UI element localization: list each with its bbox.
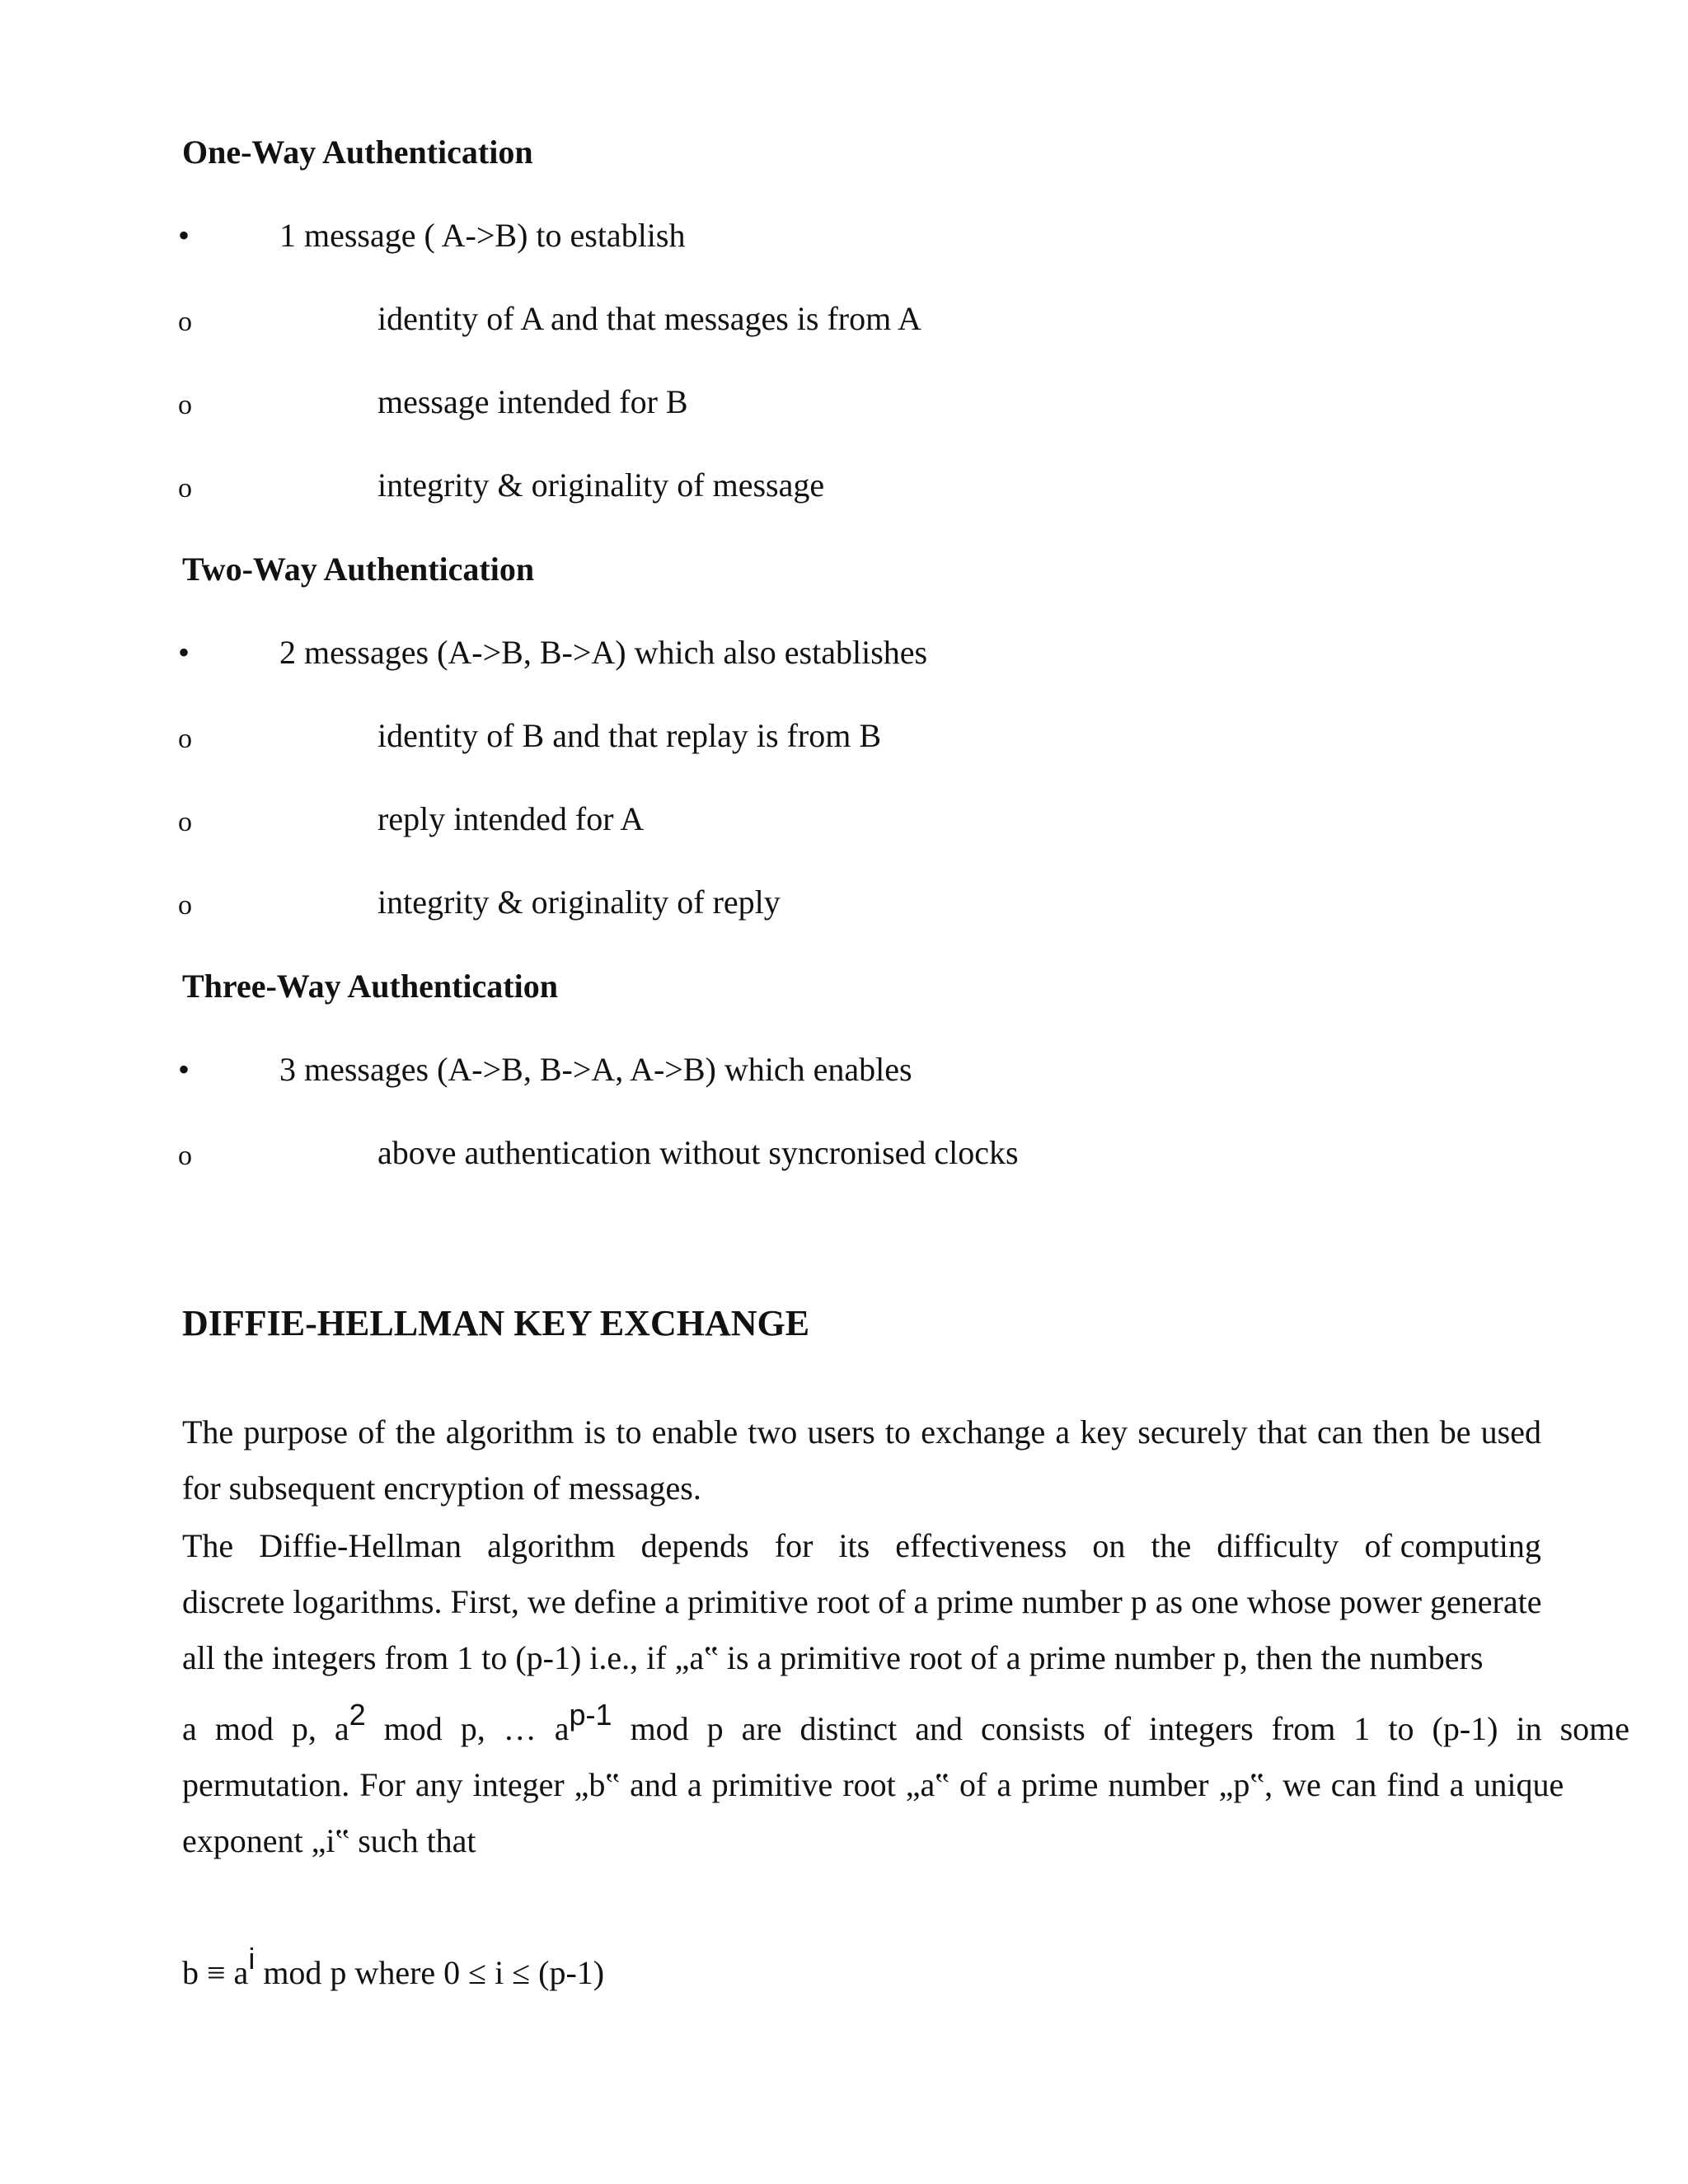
subbullet-text: integrity & originality of reply xyxy=(377,883,781,921)
bullet-circle-icon: o xyxy=(178,390,192,420)
word: the xyxy=(1151,1527,1192,1564)
subbullet-text: reply intended for A xyxy=(377,800,645,837)
bullet-circle-icon: o xyxy=(178,890,192,921)
subbullet-item xyxy=(0,716,1688,766)
subbullet-item xyxy=(0,382,1688,432)
subbullet-item xyxy=(0,1133,1688,1183)
bullet-circle-icon: o xyxy=(178,724,192,754)
subbullet-text: identity of B and that replay is from B xyxy=(377,717,881,754)
subbullet-text: identity of A and that messages is from A xyxy=(377,300,921,337)
subbullet-item xyxy=(0,466,1688,515)
bullet-text: 2 messages (A->B, B->A) which also establishes xyxy=(279,634,928,671)
section-title-diffie-hellman: DIFFIE-HELLMAN KEY EXCHANGE xyxy=(182,1303,810,1343)
bullet-item xyxy=(0,1050,1688,1099)
word: on xyxy=(1092,1527,1126,1564)
subbullet-item xyxy=(0,299,1688,349)
paragraph-line: permutation. For any integer „b‟ and a primitive root „a‟ of a prime number „p‟, we can find a unique xyxy=(182,1766,1564,1803)
bullet-item xyxy=(0,633,1688,682)
bullet-circle-icon: o xyxy=(178,807,192,837)
bullet-item xyxy=(0,216,1688,265)
word: depends xyxy=(640,1527,749,1564)
word: effectiveness xyxy=(895,1527,1067,1564)
bullet-circle-icon: o xyxy=(178,307,192,337)
subbullet-text: integrity & originality of message xyxy=(377,466,825,504)
word: for xyxy=(774,1527,814,1564)
bullet-disc-icon: • xyxy=(178,634,190,671)
math-text: mod p, … a xyxy=(365,1710,570,1747)
exponent: p-1 xyxy=(569,1697,612,1732)
bullet-circle-icon: o xyxy=(178,1141,192,1171)
exponent: i xyxy=(248,1941,256,1975)
subbullet-item xyxy=(0,799,1688,849)
formula xyxy=(182,1941,1541,2001)
math-text: mod p are distinct and consists of integers from 1 to (p-1) in some xyxy=(612,1710,1630,1747)
paragraph-purpose: The purpose of the algorithm is to enable two users to exchange a key securely that can then be used for subsequent encryption of messages. xyxy=(182,1413,1541,1507)
paragraph-line: discrete logarithms. First, we define a primitive root of a prime number p as one whose power generate xyxy=(182,1583,1542,1620)
bullet-disc-icon: • xyxy=(178,1051,190,1088)
section-heading-one-way: One-Way Authentication xyxy=(182,134,533,171)
formula-text: b ≡ a xyxy=(182,1954,249,1991)
subbullet-text: above authentication without syncronised clocks xyxy=(377,1134,1019,1171)
bullet-text: 1 message ( A->B) to establish xyxy=(279,217,686,254)
exponent: 2 xyxy=(349,1697,366,1732)
bullet-circle-icon: o xyxy=(178,473,192,504)
paragraph-line xyxy=(182,1518,1541,1574)
bullet-text: 3 messages (A->B, B->A, A->B) which enables xyxy=(279,1051,912,1088)
word: Diffie-Hellman xyxy=(259,1527,462,1564)
word: algorithm xyxy=(487,1527,616,1564)
subbullet-text: message intended for B xyxy=(377,383,688,420)
subbullet-item xyxy=(0,883,1688,932)
paragraph-line-with-exponents xyxy=(182,1697,1630,1757)
formula-text: mod p where 0 ≤ i ≤ (p-1) xyxy=(255,1954,605,1991)
word: its xyxy=(838,1527,870,1564)
word: The xyxy=(182,1527,234,1564)
bullet-disc-icon: • xyxy=(178,217,190,254)
section-heading-two-way: Two-Way Authentication xyxy=(182,551,535,588)
section-heading-three-way: Three-Way Authentication xyxy=(182,968,558,1005)
paragraph-line: all the integers from 1 to (p-1) i.e., if „a‟ is a primitive root of a prime number p, then the numbers xyxy=(182,1639,1484,1676)
word: of computing xyxy=(1364,1527,1541,1564)
paragraph-line: exponent „i‟ such that xyxy=(182,1822,476,1859)
math-text: a mod p, a xyxy=(182,1710,349,1747)
word: difficulty xyxy=(1217,1527,1339,1564)
